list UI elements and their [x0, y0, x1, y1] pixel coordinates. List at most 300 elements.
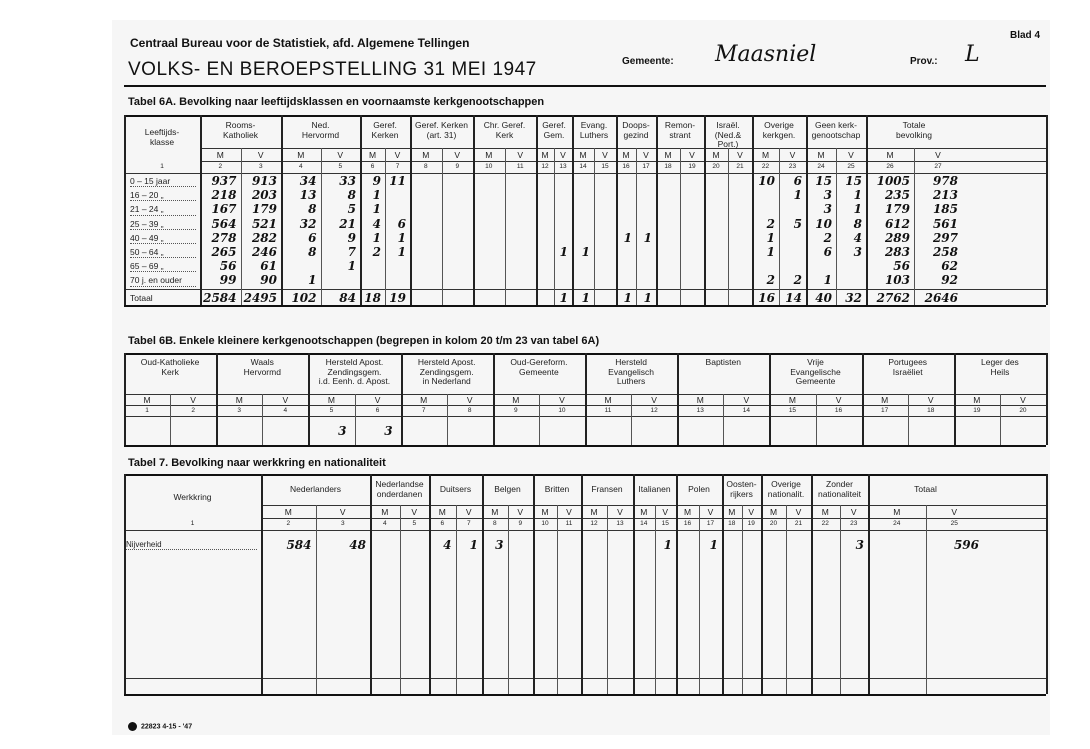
tabel6a-row-label: 50 – 64 „ — [130, 247, 164, 257]
handwritten-value: 235 — [884, 188, 910, 203]
handwritten-value: 6 — [308, 230, 317, 245]
tabel6b-v-label: V — [466, 395, 473, 405]
col-number: 9 — [514, 407, 518, 414]
row-guide — [126, 549, 257, 550]
handwritten-value: 15 — [815, 174, 832, 188]
column-rule — [1046, 353, 1048, 445]
handwritten-value: 11 — [389, 174, 406, 188]
rule-line — [124, 694, 1046, 696]
handwritten-value: 1 — [766, 230, 775, 245]
handwritten-value: 1 — [469, 538, 478, 552]
form-title: VOLKS- EN BEROEPSTELLING 31 MEI 1947 — [128, 59, 537, 80]
tabel6a-v-label: V — [689, 150, 695, 160]
tabel6a-group-header: Remon- strant — [664, 120, 696, 140]
col-number: 10 — [541, 520, 549, 527]
column-rule — [607, 505, 608, 694]
tabel6b-group-header: Oud-Katholieke Kerk — [140, 357, 200, 377]
column-rule — [656, 115, 658, 305]
handwritten-value: 1 — [793, 188, 802, 203]
handwritten-value: 13 — [299, 188, 317, 203]
handwritten-value: 48 — [349, 538, 366, 552]
handwritten-total: 102 — [291, 290, 317, 305]
column-rule — [1046, 115, 1048, 305]
column-rule — [636, 148, 637, 305]
handwritten-value: 1 — [853, 202, 862, 217]
handwritten-value: 10 — [815, 216, 832, 231]
column-rule — [742, 505, 743, 694]
handwritten-value: 8 — [853, 216, 862, 231]
handwritten-value: 6 — [793, 174, 802, 188]
column-rule — [508, 505, 509, 694]
col-number: 12 — [541, 163, 549, 170]
col-number: 18 — [927, 407, 935, 414]
column-rule — [400, 505, 401, 694]
col-number: 20 — [1019, 407, 1027, 414]
handwritten-value: 203 — [251, 188, 277, 203]
handwritten-total: 2646 — [924, 290, 958, 305]
column-rule — [926, 505, 927, 694]
tabel6a-group-header: Overige kerkgen. — [762, 120, 796, 140]
tabel7-title: Tabel 7. Bevolking naar werkkring en nationaliteit — [128, 457, 386, 469]
handwritten-value: 596 — [953, 538, 979, 552]
col-number: 1 — [145, 407, 149, 414]
col-number: 3 — [340, 520, 345, 527]
tabel6a-v-label: V — [643, 150, 649, 160]
col-number: 12 — [650, 407, 658, 414]
column-rule — [442, 148, 443, 305]
handwritten-value: 15 — [845, 174, 862, 188]
rule-line — [261, 505, 1046, 506]
handwritten-value: 6 — [397, 216, 406, 231]
handwritten-total: 2584 — [203, 290, 237, 305]
column-rule — [680, 148, 681, 305]
printer-mark-icon — [128, 722, 137, 731]
col-number: 27 — [934, 163, 942, 170]
handwritten-total: 1 — [559, 290, 568, 305]
col-number: 5 — [412, 520, 417, 527]
col-number: 3 — [258, 163, 263, 170]
handwritten-value: 4 — [853, 230, 862, 245]
column-rule — [594, 148, 595, 305]
tabel6b-group-header: Waals Hervormd — [243, 357, 281, 377]
tabel6a-row-label: 21 – 24 „ — [130, 204, 164, 215]
handwritten-value: 2 — [766, 273, 775, 288]
col-number: 20 — [769, 520, 778, 527]
handwritten-total: 1 — [643, 290, 652, 305]
tabel7-group-header: Oosten- rijkers — [726, 479, 757, 499]
handwritten-value: 1 — [643, 230, 652, 245]
column-rule — [124, 474, 126, 694]
tabel7-group-header: Nederlanders — [289, 484, 342, 494]
col-number: 2 — [286, 520, 291, 527]
tabel7-v-label: V — [339, 507, 346, 517]
tabel6b-v-label: V — [927, 395, 934, 405]
handwritten-total: 32 — [845, 290, 862, 305]
col-number: 25 — [950, 520, 958, 527]
handwritten-value: 1 — [372, 202, 381, 217]
tabel7-group-header: Duitsers — [439, 484, 472, 494]
tabel6b-group-header: Oud-Gereform. Gemeente — [510, 357, 568, 377]
handwritten-value: 92 — [941, 273, 958, 288]
col-number: 19 — [973, 407, 981, 414]
handwritten-value: 103 — [884, 273, 910, 288]
column-rule — [699, 505, 700, 694]
tabel7-m-label: M — [769, 507, 778, 517]
handwritten-value: 246 — [251, 245, 277, 259]
tabel6a-v-label: V — [257, 150, 264, 160]
handwritten-value: 564 — [211, 216, 237, 231]
tabel6b-v-label: V — [835, 395, 842, 405]
tabel6a-v-label: V — [737, 150, 743, 160]
col-number: 24 — [893, 520, 901, 527]
col-number: 16 — [622, 163, 630, 170]
rule-line — [200, 148, 1046, 149]
tabel6b-group-header: Hersteld Apost. Zendingsgem. in Nederland — [417, 357, 476, 386]
handwritten-value: 9 — [372, 174, 381, 188]
tabel7-v-label: V — [748, 507, 755, 517]
handwritten-value: 1 — [397, 245, 406, 259]
handwritten-value: 179 — [884, 202, 910, 217]
handwritten-total: 40 — [815, 290, 832, 305]
tabel7-m-label: M — [284, 507, 292, 517]
handwritten-value: 1 — [766, 245, 775, 259]
handwritten-value: 7 — [347, 245, 356, 259]
handwritten-value: 4 — [443, 538, 452, 552]
handwritten-value: 1005 — [876, 174, 910, 188]
tabel6a-m-label: M — [761, 150, 770, 160]
handwritten-value: 258 — [932, 245, 958, 259]
tabel6a-v-label: V — [517, 150, 524, 160]
tabel7-v-label: V — [617, 507, 623, 517]
handwritten-value: 32 — [299, 216, 317, 231]
handwritten-value: 265 — [211, 245, 237, 259]
tabel6a-group-header: Evang. Luthers — [579, 120, 609, 140]
col-number: 17 — [706, 520, 715, 527]
col-number: 18 — [728, 520, 736, 527]
handwritten-value: 218 — [211, 188, 237, 203]
tabel7-group-header: Polen — [688, 484, 710, 494]
col-number: 23 — [788, 163, 797, 170]
handwritten-value: 3 — [855, 538, 864, 552]
handwritten-value: 56 — [893, 259, 910, 274]
tabel6b-group-header: Hersteld Evangelisch Luthers — [608, 357, 655, 386]
handwritten-value: 1 — [308, 273, 317, 288]
col-number: 7 — [466, 520, 471, 527]
column-rule — [456, 505, 457, 694]
col-number: 13 — [559, 163, 567, 170]
column-rule — [1046, 474, 1048, 694]
handwritten-value: 584 — [286, 538, 312, 552]
handwritten-value: 1 — [823, 273, 832, 288]
col-number: 2 — [218, 163, 223, 170]
tabel6a-total-label: Totaal — [130, 292, 153, 303]
handwritten-value: 1 — [663, 538, 672, 552]
tabel6a-group-header: Israël. (Ned.& Port.) — [714, 120, 742, 149]
tabel6b-m-label: M — [973, 395, 981, 405]
tabel7-group-header: Nederlandse onderdanen — [375, 479, 424, 499]
tabel7-m-label: M — [590, 507, 598, 517]
tabel6a-v-label: V — [394, 150, 401, 160]
handwritten-value: 561 — [932, 216, 958, 231]
tabel7-m-label: M — [381, 507, 389, 517]
handwritten-total: 18 — [364, 290, 381, 305]
handwritten-value: 1 — [709, 538, 718, 552]
row-guide — [130, 229, 196, 230]
tabel6b-v-label: V — [1020, 395, 1026, 405]
tabel6a-group-header: Geen kerk- genootschap — [811, 120, 861, 140]
row-guide — [130, 215, 196, 216]
handwritten-value: 1 — [372, 188, 381, 203]
col-number: 24 — [817, 163, 825, 170]
col-number: 15 — [661, 520, 669, 527]
handwritten-value: 1 — [397, 230, 406, 245]
handwritten-value: 1 — [347, 259, 356, 274]
col-number: 15 — [788, 407, 797, 414]
handwritten-value: 913 — [251, 174, 277, 188]
handwritten-total: 2495 — [243, 290, 277, 305]
col-number: 21 — [794, 520, 803, 527]
tabel6b-m-label: M — [327, 395, 335, 405]
col-number: 12 — [590, 520, 598, 527]
handwritten-value: 1 — [581, 245, 590, 259]
handwritten-value: 278 — [211, 230, 237, 245]
row-guide — [130, 200, 196, 201]
tabel6a-group-header: Geref. Gem. — [542, 120, 566, 140]
column-rule — [473, 115, 475, 305]
col-number: 13 — [616, 520, 624, 527]
handwritten-total: 1 — [581, 290, 590, 305]
handwritten-value: 289 — [884, 230, 910, 245]
tabel6a-row-label: 65 – 69 „ — [130, 261, 164, 272]
col-number: 6 — [375, 407, 380, 414]
handwritten-value: 3 — [495, 538, 504, 552]
tabel6b-m-label: M — [420, 395, 428, 405]
tabel6b-group-header: Hersteld Apost. Zendingsgem. i.d. Eenh. d. Apost. — [318, 357, 391, 386]
column-rule — [786, 505, 787, 694]
column-rule — [572, 115, 574, 305]
tabel6b-v-label: V — [743, 395, 750, 405]
gemeente-value: Maasniel — [715, 42, 817, 67]
col-number: 20 — [712, 163, 720, 170]
tabel7-v-label: V — [662, 507, 669, 517]
col-number: 17 — [642, 163, 650, 170]
prov-label: Prov.: — [910, 56, 938, 67]
tabel6b-m-label: M — [881, 395, 889, 405]
col-number: 8 — [467, 407, 472, 414]
tabel6a-m-label: M — [541, 150, 549, 160]
handwritten-value: 61 — [260, 259, 277, 274]
handwritten-value: 5 — [793, 216, 802, 231]
col-number: 1 — [190, 520, 195, 527]
tabel6b-m-label: M — [788, 395, 796, 405]
tabel7-m-label: M — [541, 507, 549, 517]
tabel6b-v-label: V — [190, 395, 196, 405]
tabel7-m-label: M — [728, 507, 736, 517]
tabel7-group-header: Britten — [544, 484, 570, 494]
bureau-line: Centraal Bureau voor de Statistiek, afd. Algemene Tellingen — [130, 36, 470, 50]
tabel6a-v-label: V — [454, 150, 461, 160]
tabel6a-v-label: V — [337, 150, 344, 160]
column-rule — [840, 505, 841, 694]
handwritten-value: 2 — [793, 273, 802, 288]
handwritten-value: 99 — [219, 273, 237, 288]
tabel6b-v-label: V — [559, 395, 565, 405]
col-number: 26 — [886, 163, 894, 170]
handwritten-value: 56 — [219, 259, 237, 274]
column-rule — [616, 115, 618, 305]
row-guide — [130, 243, 196, 244]
tabel6a-group-header: Rooms- Katholiek — [223, 120, 258, 140]
col-number: 10 — [558, 407, 566, 414]
tabel6b-v-label: V — [374, 395, 381, 405]
tabel6a-v-label: V — [935, 150, 941, 160]
tabel6a-m-label: M — [664, 150, 672, 160]
tabel6b-v-label: V — [651, 395, 657, 405]
col-number: 9 — [455, 163, 460, 170]
handwritten-value: 8 — [308, 245, 317, 259]
col-number: 5 — [338, 163, 343, 170]
col-number: 6 — [440, 520, 445, 527]
col-number: 6 — [370, 163, 375, 170]
handwritten-total: 14 — [785, 290, 802, 305]
tabel7-group-header: Italianen — [638, 484, 671, 494]
col-number: 19 — [688, 163, 696, 170]
tabel6b-title: Tabel 6B. Enkele kleinere kerkgenootschappen (begrepen in kolom 20 t/m 23 van tabel 6A) — [128, 335, 600, 347]
rule-line — [124, 305, 1046, 307]
handwritten-value: 9 — [347, 230, 356, 245]
col-number: 1 — [160, 163, 164, 170]
handwritten-value: 1 — [853, 188, 862, 203]
col-number: 8 — [492, 520, 497, 527]
tabel6a-row-label: 0 – 15 jaar — [130, 176, 171, 186]
column-rule — [655, 505, 656, 694]
handwritten-value: 90 — [260, 273, 277, 288]
tabel6b-group-header: Vrije Evangelische Gemeente — [790, 357, 841, 386]
tabel6a-group-header: Totale bevolking — [896, 120, 932, 140]
col-number: 14 — [742, 407, 750, 414]
col-number: 22 — [761, 163, 770, 170]
tabel6b-group-header: Leger des Heils — [980, 357, 1019, 377]
handwritten-value: 937 — [211, 174, 237, 188]
tabel6b-m-label: M — [696, 395, 704, 405]
handwritten-total: 16 — [758, 290, 775, 305]
tabel7-stub-header: Werkkring — [173, 492, 212, 502]
row-guide — [130, 186, 196, 187]
tabel6a-m-label: M — [485, 150, 493, 160]
handwritten-value: 62 — [941, 259, 958, 274]
gemeente-label: Gemeente: — [622, 56, 674, 67]
handwritten-value: 8 — [308, 202, 317, 217]
col-number: 21 — [736, 163, 744, 170]
tabel7-v-label: V — [566, 507, 572, 517]
handwritten-value: 2 — [823, 230, 832, 245]
handwritten-total: 1 — [623, 290, 632, 305]
tabel7-v-label: V — [517, 507, 524, 517]
tabel7-m-label: M — [438, 507, 446, 517]
handwritten-value: 185 — [932, 202, 958, 217]
handwritten-total: 19 — [389, 290, 406, 305]
tabel7-m-label: M — [491, 507, 499, 517]
rule-line — [124, 445, 1046, 447]
tabel6a-m-label: M — [886, 150, 894, 160]
handwritten-value: 4 — [372, 216, 381, 231]
handwritten-value: 5 — [347, 202, 356, 217]
row-guide — [130, 257, 196, 258]
tabel6b-m-label: M — [604, 395, 612, 405]
tabel6b-v-label: V — [282, 395, 289, 405]
handwritten-value: 283 — [884, 245, 910, 259]
tabel7-v-label: V — [465, 507, 472, 517]
tabel7-row-label: Nijverheid — [126, 540, 162, 549]
col-number: 16 — [683, 520, 692, 527]
col-number: 14 — [579, 163, 587, 170]
tabel6a-row-label: 70 j. en ouder — [130, 275, 182, 286]
handwritten-value: 2 — [766, 216, 775, 231]
col-number: 25 — [847, 163, 855, 170]
tabel6a-m-label: M — [216, 150, 224, 160]
handwritten-value: 6 — [823, 245, 832, 259]
tabel6a-group-header: Doops- gezind — [622, 120, 650, 140]
prov-value: L — [965, 42, 980, 67]
rule-line — [261, 518, 1046, 519]
handwritten-value: 179 — [251, 202, 277, 217]
tabel7-group-header: Fransen — [591, 484, 623, 494]
handwritten-value: 521 — [251, 216, 277, 231]
handwritten-value: 282 — [251, 230, 277, 245]
handwritten-value: 2 — [372, 245, 381, 259]
handwritten-value: 612 — [884, 216, 910, 231]
col-number: 7 — [395, 163, 400, 170]
tabel6b-m-label: M — [512, 395, 520, 405]
col-number: 8 — [423, 163, 428, 170]
tabel6a-group-header: Chr. Geref. Kerk — [483, 120, 526, 140]
tabel6a-m-label: M — [368, 150, 377, 160]
handwritten-total: 84 — [339, 290, 356, 305]
tabel6a-row-label: 25 – 39 „ — [130, 218, 164, 229]
tabel6a-stub-header: Leeftijds- klasse — [144, 127, 180, 147]
tabel6a-v-label: V — [848, 150, 854, 160]
rule-line — [200, 161, 1046, 162]
tabel6a-v-label: V — [789, 150, 796, 160]
handwritten-value: 3 — [823, 188, 832, 203]
col-number: 4 — [382, 520, 387, 527]
tabel6a-row-label: 40 – 49 „ — [130, 232, 164, 243]
handwritten-value: 10 — [758, 174, 775, 188]
tabel6b-group-header: Portugees Israëliet — [888, 357, 928, 377]
row-guide — [130, 271, 196, 272]
tabel6a-group-header: Ned. Hervormd — [301, 120, 340, 140]
handwritten-value: 167 — [211, 202, 237, 217]
tabel6a-row-label: 16 – 20 „ — [130, 190, 164, 201]
tabel6a-m-label: M — [297, 150, 305, 160]
tabel7-group-header: Belgen — [494, 484, 521, 494]
footer-code — [128, 722, 192, 731]
tabel7-group-header: Zonder nationaliteit — [817, 479, 861, 499]
col-number: 9 — [518, 520, 523, 527]
handwritten-value: 1 — [559, 245, 568, 259]
tabel7-m-label: M — [683, 507, 692, 517]
tabel7-group-header: Overige nationalit. — [767, 479, 805, 499]
col-number: 22 — [821, 520, 829, 527]
col-number: 15 — [601, 163, 609, 170]
column-rule — [505, 148, 506, 305]
tabel6a-group-header: Geref. Kerken (art. 31) — [415, 120, 468, 140]
column-rule — [557, 505, 558, 694]
col-number: 2 — [191, 407, 195, 414]
tabel6a-m-label: M — [622, 150, 630, 160]
tabel7-v-label: V — [850, 507, 857, 517]
col-number: 10 — [485, 163, 493, 170]
